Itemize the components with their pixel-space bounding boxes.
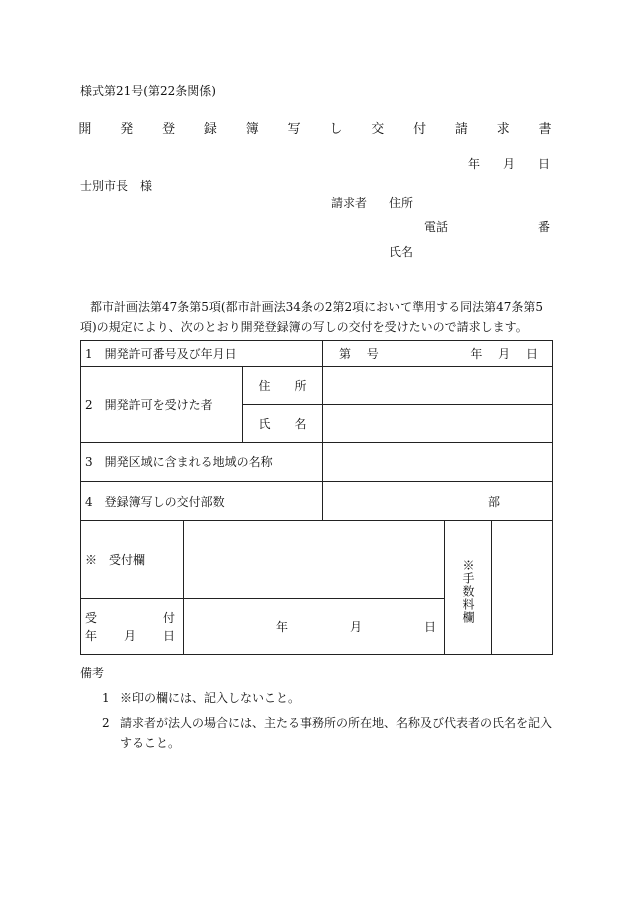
receipt-date-day: 日 (423, 620, 436, 634)
receipt-date-label (81, 599, 184, 655)
row-area-name (81, 443, 553, 482)
permittee-label: 2 開発許可を受けた者 (81, 367, 243, 443)
phone-suffix: 番 (537, 220, 550, 234)
permittee-name-field[interactable] (323, 405, 553, 443)
requester-name-label: 氏名 (389, 245, 414, 259)
receipt-tsuke: 付 (162, 610, 175, 625)
permit-year: 年 (470, 347, 483, 361)
receipt-date-year: 年 (276, 620, 289, 634)
note-text: ※印の欄には、記入しないこと。 (120, 691, 301, 705)
permittee-name-label: 氏 名 (243, 405, 323, 443)
reception-stamp-area (184, 521, 445, 599)
fee-label: ※手数料欄 (461, 559, 475, 624)
reception-label: ※ 受付欄 (81, 521, 184, 599)
permit-day: 日 (525, 347, 538, 361)
copy-count-unit: 部 (487, 494, 500, 509)
receipt-month-label: 月 (123, 628, 136, 643)
receipt-year-label: 年 (85, 628, 98, 643)
row-reception (81, 521, 553, 599)
note-number: 2 (102, 716, 110, 730)
permittee-address-label: 住 所 (243, 367, 323, 405)
receipt-day-label: 日 (162, 628, 175, 643)
note-item (102, 688, 552, 708)
receipt-date-month: 月 (349, 620, 362, 634)
receipt-date-field (184, 599, 445, 655)
form-number: 様式第21号(第22条関係) (80, 84, 216, 98)
row-copy-count (81, 482, 553, 521)
permit-go: 号 (366, 347, 379, 361)
requester-label: 請求者 (331, 196, 368, 210)
requester-phone-label: 電話 (424, 220, 449, 234)
permittee-address-field[interactable] (323, 367, 553, 405)
area-name-label: 3 開発区域に含まれる地域の名称 (81, 443, 323, 482)
fee-stamp-area (492, 521, 553, 655)
permit-number-label: 1 開発許可番号及び年月日 (81, 341, 323, 367)
notes-title: 備考 (80, 666, 105, 680)
note-number: 1 (102, 691, 110, 705)
note-item (102, 713, 552, 753)
area-name-field[interactable] (323, 443, 553, 482)
addressee: 士別市長 様 (80, 179, 153, 193)
permit-dai: 第 (339, 347, 352, 361)
requester-address-label: 住所 (389, 196, 414, 210)
permit-number-field[interactable] (323, 341, 553, 367)
note-text: 請求者が法人の場合には、主たる事務所の所在地、名称及び代表者の氏名を記入すること。 (120, 716, 553, 750)
request-date: 年 月 日 (467, 157, 550, 171)
copy-count-label: 4 登録簿写しの交付部数 (81, 482, 323, 521)
receipt-uke: 受 (85, 610, 98, 625)
permit-month: 月 (498, 347, 511, 361)
request-form-table (80, 340, 553, 655)
document-title: 開 発 登 録 簿 写 し 交 付 請 求 書 (78, 122, 564, 137)
copy-count-field[interactable] (323, 482, 553, 521)
request-statement: 都市計画法第47条第5項(都市計画法34条の2第2項において準用する同法第47条第5項)の規定により、次のとおり開発登録簿の写しの交付を受けたいので請求します。 (80, 300, 544, 334)
row-permit-number (81, 341, 553, 367)
fee-label-cell (445, 521, 492, 655)
row-permittee-address (81, 367, 553, 405)
